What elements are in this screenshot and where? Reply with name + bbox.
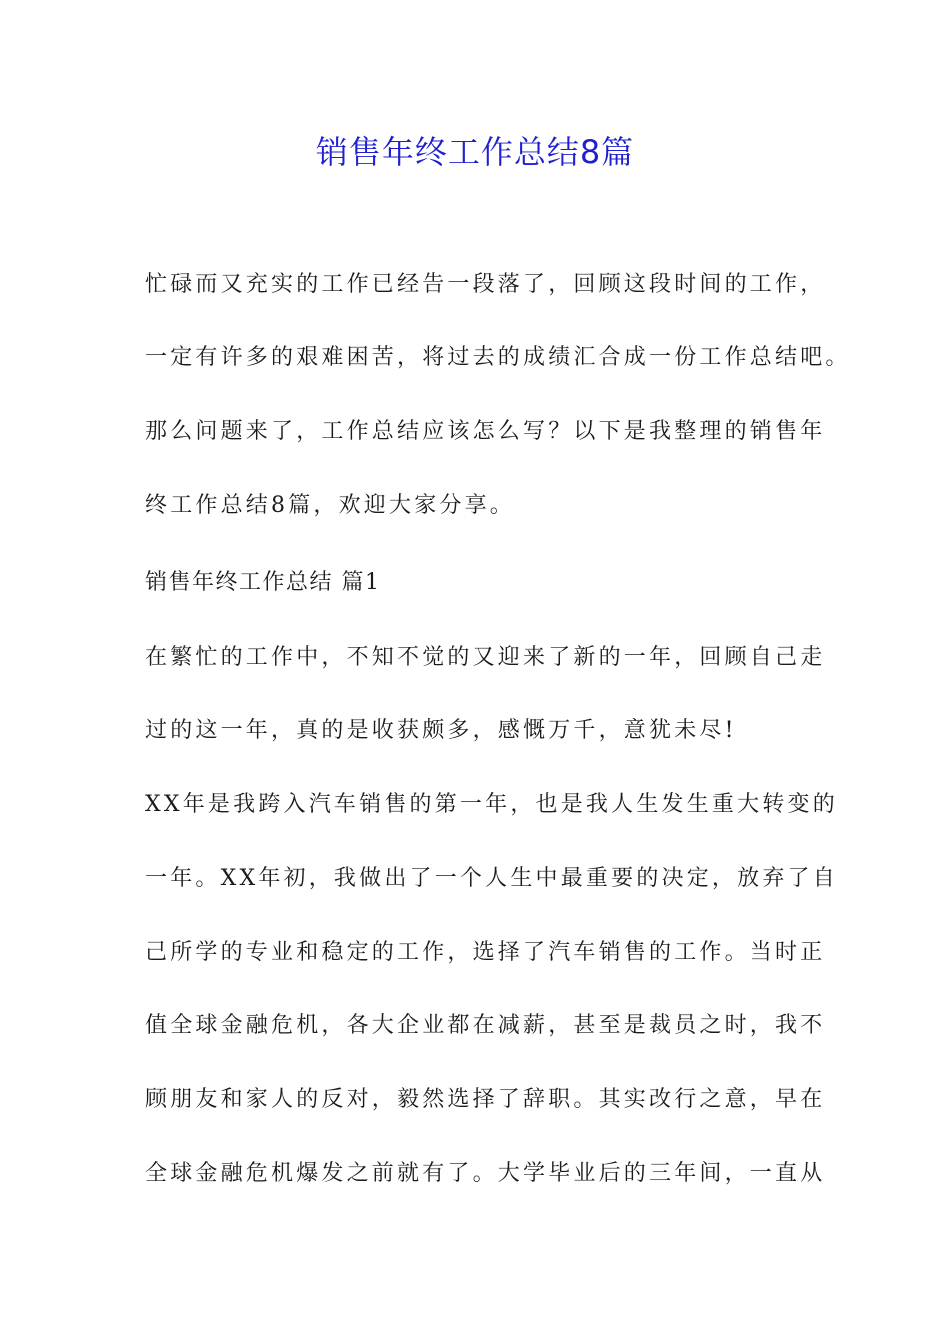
- intro-line-4: 终工作总结8篇，欢迎大家分享。: [145, 493, 515, 518]
- intro-line-2: 一定有许多的艰难困苦，将过去的成绩汇合成一份工作总结吧。: [145, 345, 851, 370]
- section-heading: 销售年终工作总结 篇1: [145, 570, 381, 595]
- body-line-1: 在繁忙的工作中，不知不觉的又迎来了新的一年，回顾自己走: [145, 645, 826, 670]
- body-line-5: 己所学的专业和稳定的工作，选择了汽车销售的工作。当时正: [145, 940, 826, 965]
- body-line-3: XX年是我跨入汽车销售的第一年，也是我人生发生重大转变的: [145, 792, 838, 817]
- intro-line-1: 忙碌而又充实的工作已经告一段落了，回顾这段时间的工作，: [145, 272, 826, 297]
- body-line-8: 全球金融危机爆发之前就有了。大学毕业后的三年间，一直从: [145, 1161, 826, 1186]
- document-title: 销售年终工作总结8篇: [315, 133, 635, 171]
- body-line-4: 一年。XX年初，我做出了一个人生中最重要的决定，放弃了自: [145, 866, 838, 891]
- body-line-6: 值全球金融危机，各大企业都在减薪，甚至是裁员之时，我不: [145, 1013, 826, 1038]
- body-line-7: 顾朋友和家人的反对，毅然选择了辞职。其实改行之意，早在: [145, 1087, 826, 1112]
- body-line-2: 过的这一年，真的是收获颇多，感慨万千，意犹未尽!: [145, 718, 737, 743]
- intro-line-3: 那么问题来了，工作总结应该怎么写？以下是我整理的销售年: [145, 419, 826, 444]
